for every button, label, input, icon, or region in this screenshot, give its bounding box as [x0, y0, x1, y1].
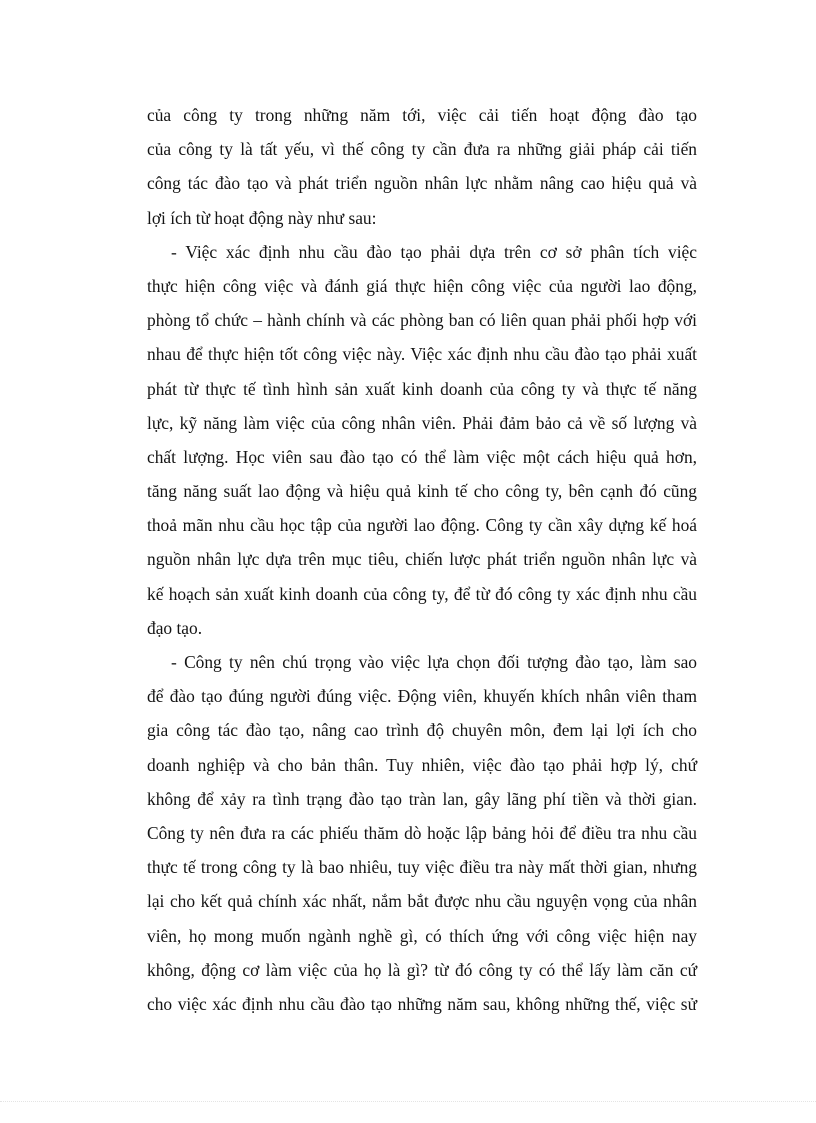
text-line: - Việc xác định nhu cầu đào tạo phải dựa trên cơ sở phân tích việc	[171, 241, 697, 262]
text-line: phát từ thực tế tình hình sản xuất kinh doanh của công ty và thực tế năng	[147, 378, 697, 399]
text-line: đạo tạo.	[147, 617, 203, 638]
body-text	[147, 98, 697, 1021]
text-line: của công ty trong những năm tới, việc cải tiến hoạt động đào tạo	[147, 105, 697, 125]
text-line: không để xảy ra tình trạng đào tạo tràn lan, gây lãng phí tiền và thời gian.	[147, 788, 697, 809]
text-line: thoả mãn nhu cầu học tập của người lao động. Công ty cần xây dựng kế hoá	[147, 515, 697, 536]
text-line: thực tế trong công ty là bao nhiêu, tuy việc điều tra này mất thời gian, nhưng	[147, 857, 697, 878]
text-line: tăng năng suất lao động và hiệu quả kinh tế cho công ty, bên cạnh đó cũng	[147, 481, 697, 502]
text-line: của công ty là tất yếu, vì thế công ty cần đưa ra những giải pháp cải tiến	[147, 139, 697, 160]
text-line: cho việc xác định nhu cầu đào tạo những năm sau, không những thế, việc sử	[147, 993, 697, 1014]
text-line: phòng tổ chức – hành chính và các phòng ban có liên quan phải phối hợp với	[147, 310, 697, 331]
text-line: thực hiện công việc và đánh giá thực hiện công việc của người lao động,	[147, 275, 697, 296]
text-line: chất lượng. Học viên sau đào tạo có thể làm việc một cách hiệu quả hơn,	[147, 446, 697, 467]
text-line: doanh nghiệp và cho bản thân. Tuy nhiên, việc đào tạo phải hợp lý, chứ	[147, 754, 697, 775]
text-line: kế hoạch sản xuất kinh doanh của công ty, để từ đó công ty xác định nhu cầu	[147, 583, 697, 604]
text-line: không, động cơ làm việc của họ là gì? từ đó công ty có thể lấy làm căn cứ	[147, 959, 697, 980]
text-line: lực, kỹ năng làm việc của công nhân viên. Phải đảm bảo cả về số lượng và	[147, 412, 697, 433]
text-line: gia công tác đào tạo, nâng cao trình độ chuyên môn, đem lại lợi ích cho	[147, 720, 697, 741]
text-line: công tác đào tạo và phát triển nguồn nhân lực nhằm nâng cao hiệu quả và	[147, 173, 697, 194]
text-line: viên, họ mong muốn ngành nghề gì, có thích ứng với công việc hiện nay	[147, 925, 697, 946]
text-line: nguồn nhân lực dựa trên mục tiêu, chiến lược phát triển nguồn nhân lực và	[147, 549, 697, 570]
text-line: lại cho kết quả chính xác nhất, nắm bắt được nhu cầu nguyện vọng của nhân	[147, 891, 697, 912]
text-line: - Công ty nên chú trọng vào việc lựa chọn đối tượng đào tạo, làm sao	[171, 652, 697, 672]
text-line: Công ty nên đưa ra các phiếu thăm dò hoặc lập bảng hỏi để điều tra nhu cầu	[147, 822, 697, 843]
text-line: để đào tạo đúng người đúng việc. Động viên, khuyến khích nhân viên tham	[147, 686, 697, 707]
text-line: nhau để thực hiện tốt công việc này. Việc xác định nhu cầu đào tạo phải xuất	[147, 344, 697, 365]
page-footer-divider	[0, 1101, 816, 1102]
text-line: lợi ích từ hoạt động này như sau:	[147, 207, 377, 228]
